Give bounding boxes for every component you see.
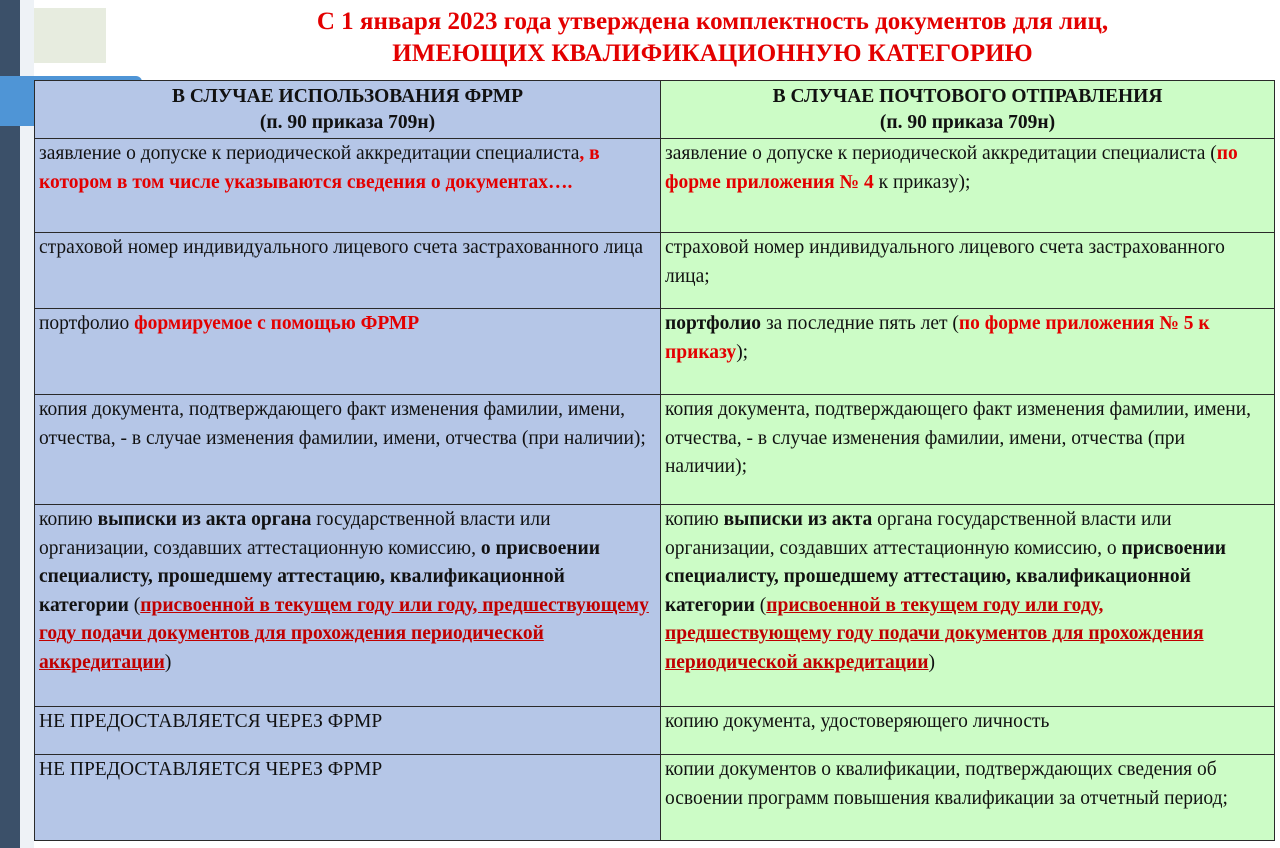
cell-application-postal [661,139,1275,233]
title-line-1: С 1 января 2023 года утверждена комплектность документов для лиц, [316,8,1109,35]
cell-highlight: по форме приложения № 4 [665,143,1238,193]
cell-bold: о присвоении специалисту, прошедшему аттестацию, квалификационной категории [39,537,600,616]
cell-text: НЕ ПРЕДОСТАВЛЯЕТСЯ ЧЕРЕЗ ФРМР [39,759,383,780]
header-postal [661,81,1275,139]
cell-text: копия документа, подтверждающего факт изменения фамилии, имени, отчества, - в случае изменения фамилии, имени, отчества (при наличии); [665,399,1252,477]
cell-text: к приказу); [873,171,971,193]
cell-highlight-underlined: присвоенной в текущем году или году, предшествующему году подачи документов для прохождения периодической аккредитации [39,594,649,673]
cell-snils-frmr [35,233,661,309]
cell-text: копию [665,509,724,530]
cell-portfolio-frmr [35,309,661,395]
table-row [35,139,1275,233]
cell-text: страховой номер индивидуального лицевого счета застрахованного лица; [665,237,1225,287]
cell-bold: присвоении специалисту, прошедшему аттестацию, квалификационной категории [665,537,1226,616]
cell-application-frmr [35,139,661,233]
cell-qualification-postal [661,755,1275,841]
cell-highlight: , в котором в том числе указываются сведения о документах…. [39,143,600,193]
cell-text: портфолио [39,313,135,334]
cell-text: ( [754,594,767,616]
header-frmr-title: В СЛУЧАЕ ИСПОЛЬЗОВАНИЯ ФРМР [171,86,524,107]
table-row [35,233,1275,309]
cell-text: копия документа, подтверждающего факт изменения фамилии, имени, отчества, - в случае изменения фамилии, имени, отчества (при наличии); [39,399,646,449]
header-postal-title: В СЛУЧАЕ ПОЧТОВОГО ОТПРАВЛЕНИЯ [772,86,1163,107]
table-row [35,505,1275,707]
corner-decoration [34,8,106,63]
cell-bold: выписки из акта органа [97,509,312,530]
table-row [35,707,1275,755]
cell-text: государственной власти или организации, создавших аттестационную комиссию, [39,509,551,559]
cell-bold: портфолио [665,313,762,334]
table-header-row [35,81,1275,139]
cell-text: копию документа, удостоверяющего личность [665,711,1050,732]
cell-text: копии документов о квалификации, подтверждающих сведения об освоении программ повышения квалификации за отчетный период; [665,759,1228,809]
table-row [35,755,1275,841]
documents-comparison-table [34,80,1275,841]
left-edge-decoration [0,0,20,848]
cell-identity-postal [661,707,1275,755]
cell-text: ) [164,651,172,673]
cell-text: заявление о допуске к периодической аккредитации специалиста [39,143,580,164]
cell-text: ( [128,594,141,616]
cell-name-change-postal [661,395,1275,505]
table-row [35,309,1275,395]
header-frmr-ref: (п. 90 приказа 709н) [259,112,436,133]
cell-highlight-underlined: присвоенной в текущем году или году, предшествующему году подачи документов для прохождения периодической аккредитации [665,594,1204,673]
table-row [35,395,1275,505]
cell-identity-frmr [35,707,661,755]
header-postal-ref: (п. 90 приказа 709н) [879,112,1056,133]
cell-text: ) [928,651,935,673]
cell-highlight: формируемое с помощью ФРМР [134,313,420,334]
cell-text: заявление о допуске к периодической аккредитации специалиста ( [665,143,1217,164]
cell-text: органа государственной власти или организации, создавших аттестационную комиссию, о [665,509,1172,559]
cell-qualification-frmr [35,755,661,841]
cell-text: страховой номер индивидуального лицевого счета застрахованного лица [39,237,643,258]
cell-category-extract-postal [661,505,1275,707]
cell-highlight: по форме приложения № 5 к приказу [665,313,1210,363]
header-frmr [35,81,661,139]
cell-text: за последние пять лет ( [761,313,959,334]
slide-title [150,6,1275,70]
cell-text: НЕ ПРЕДОСТАВЛЯЕТСЯ ЧЕРЕЗ ФРМР [39,711,383,732]
cell-name-change-frmr [35,395,661,505]
title-line-2: ИМЕЮЩИХ КВАЛИФИКАЦИОННУЮ КАТЕГОРИЮ [392,40,1033,67]
cell-category-extract-frmr [35,505,661,707]
cell-text: копию [39,509,98,530]
cell-text: ); [736,341,749,363]
left-edge-stripe [20,0,34,848]
cell-portfolio-postal [661,309,1275,395]
cell-snils-postal [661,233,1275,309]
cell-bold: выписки из акта [723,509,873,530]
